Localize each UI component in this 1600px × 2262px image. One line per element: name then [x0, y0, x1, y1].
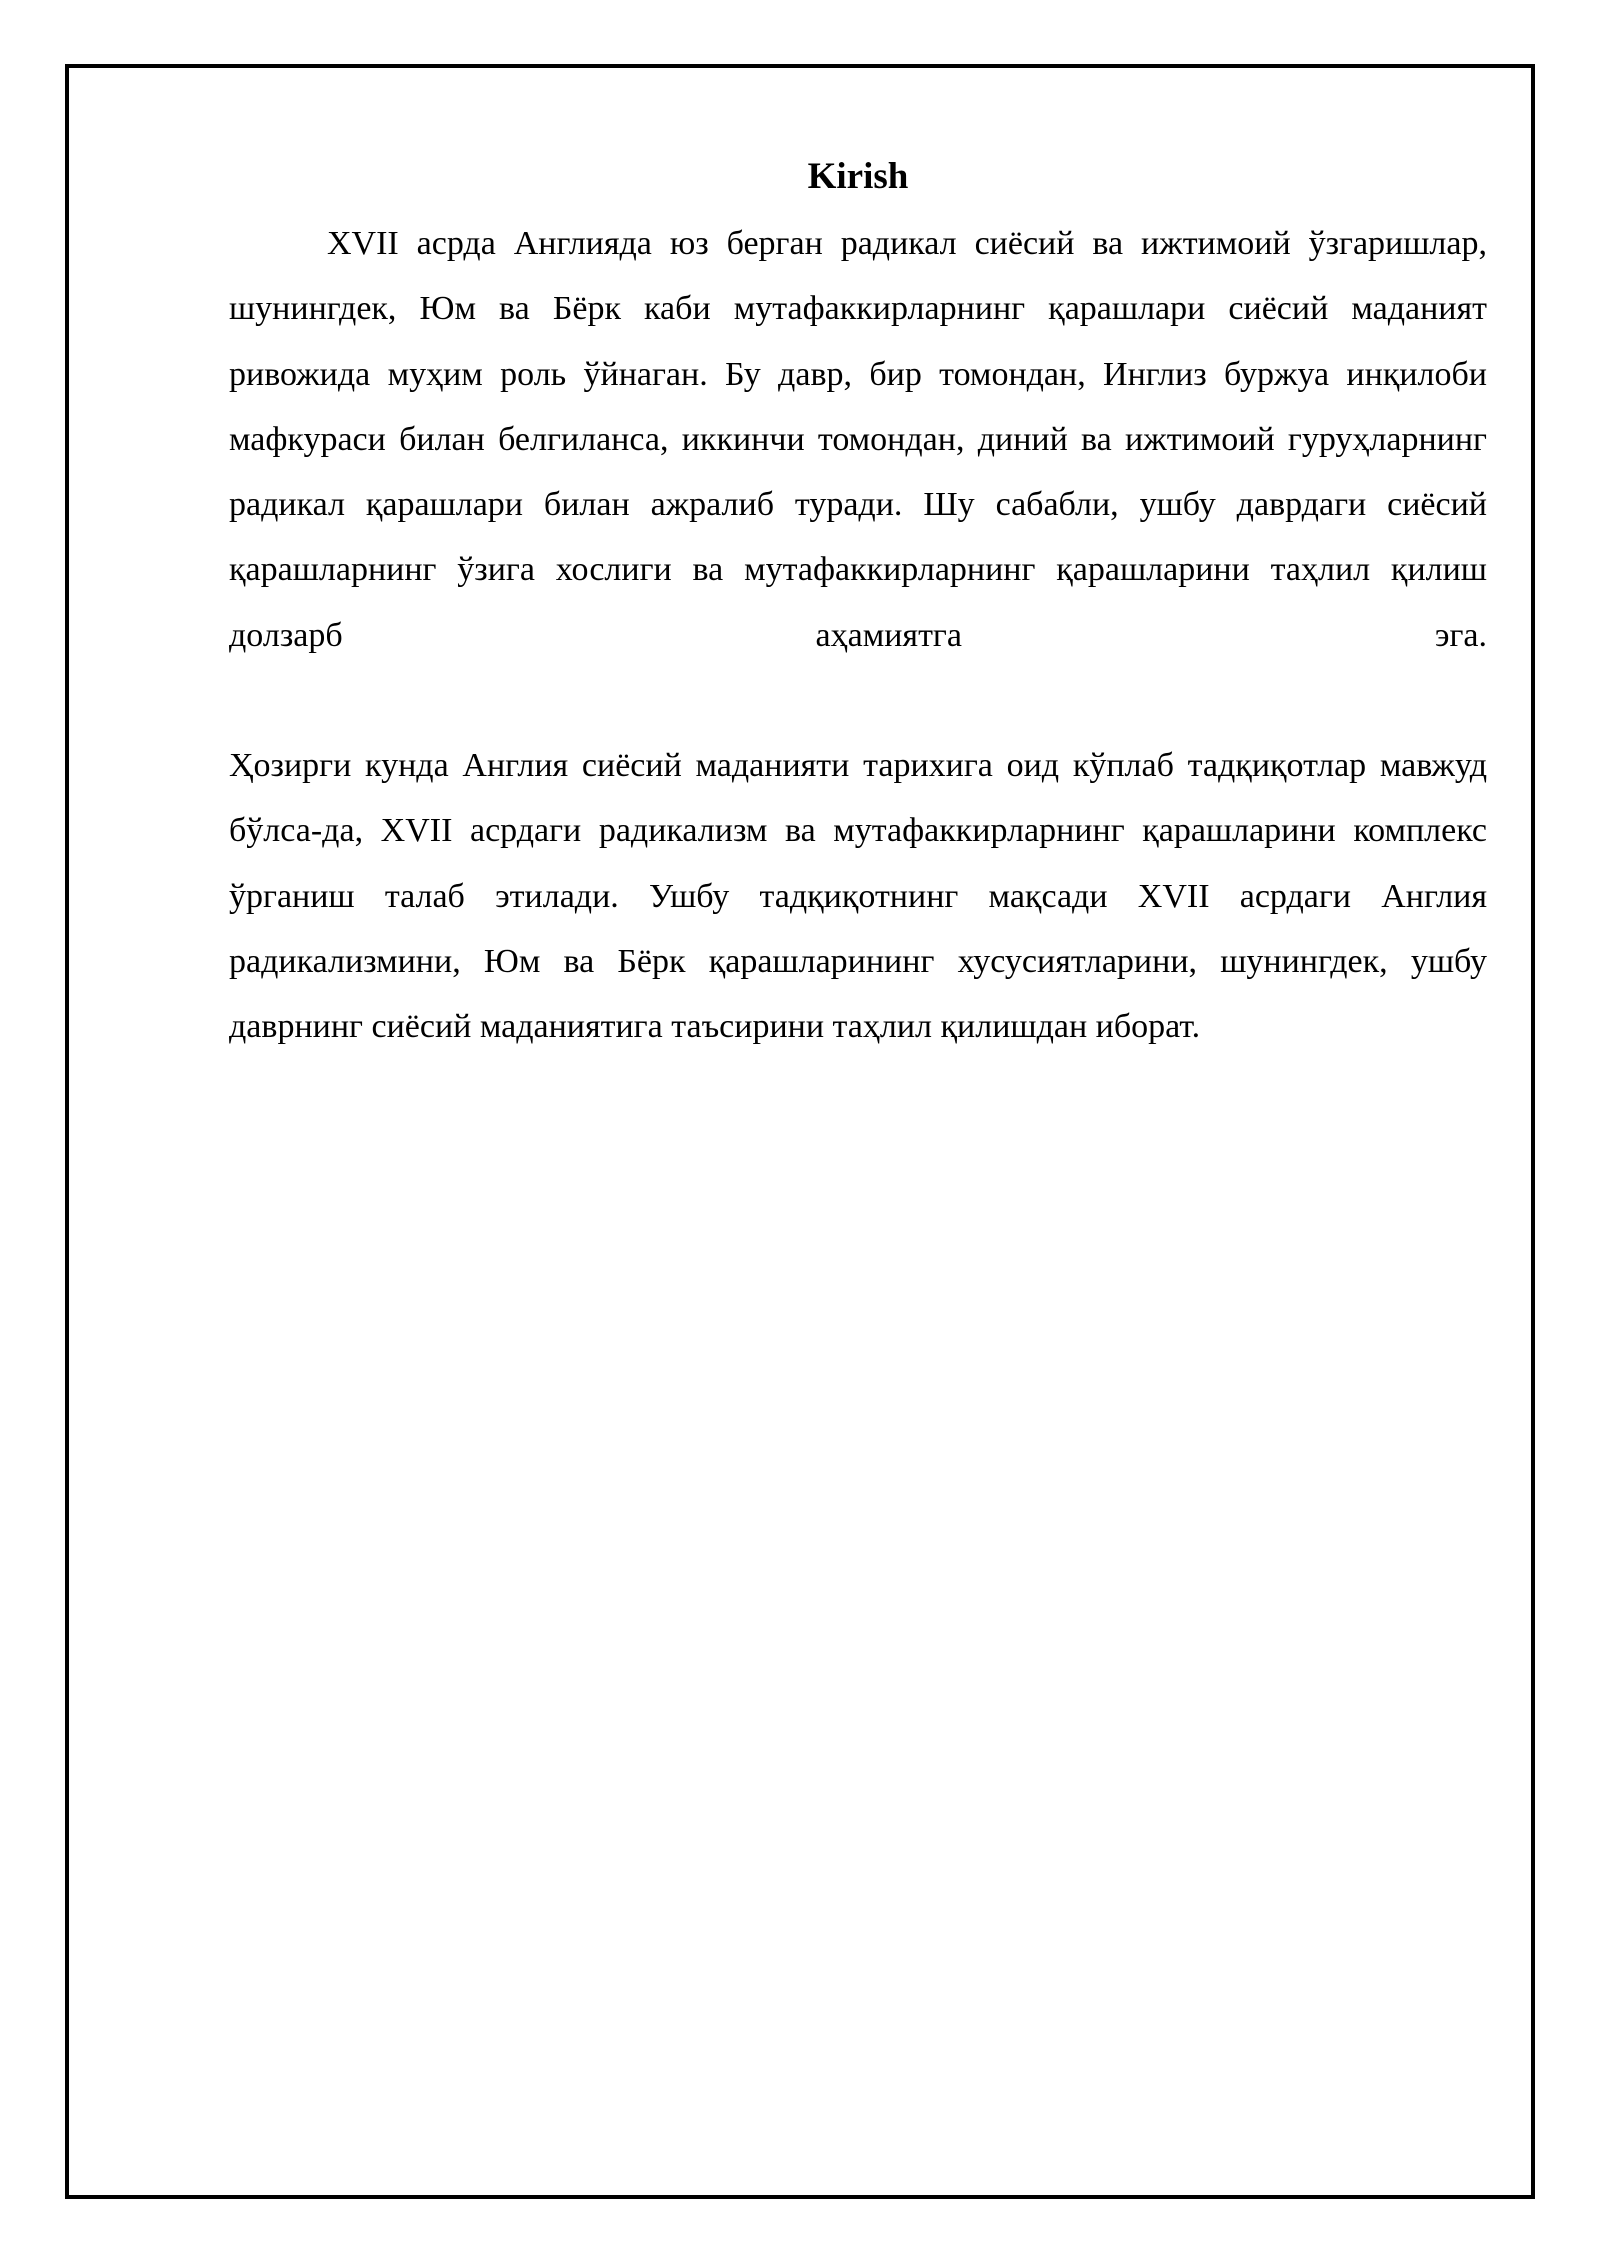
paragraph-2: Ҳозирги кунда Англия сиёсий маданияти тарихига оид кўплаб тадқиқотлар мавжуд бўлса-да, XVII асрдаги радикализм ва мутафаккирларнинг қарашларини комплекс ўрганиш талаб этилади. Ушбу тадқиқотнинг мақсади XVII асрдаги Англия радикализмини, Юм ва Бёрк қарашларининг хусусиятларини, шунингдек, ушбу даврнинг сиёсий маданиятига таъсирини таҳлил қилишдан иборат. [229, 747, 1487, 1046]
paragraph-1: XVII асрда Англияда юз берган радикал сиёсий ва ижтимоий ўзгаришлар, шунингдек, Юм ва Бёрк каби мутафаккирларнинг қарашлари сиёсий маданият ривожида муҳим роль ўйнаган. Бу давр, бир томондан, Инглиз буржуа инқилоби мафкураси билан белгиланса, иккинчи томондан, диний ва ижтимоий гуруҳларнинг радикал қарашлари билан ажралиб туради. Шу сабабли, ушбу даврдаги сиёсий қарашларнинг ўзига хослиги ва мутафаккирларнинг қарашларини таҳлил қилиш долзарб аҳамиятга эга. [229, 225, 1487, 654]
paragraph-gap [229, 668, 1487, 733]
document-title: Kirish [807, 156, 909, 197]
document-body [229, 148, 1487, 1060]
